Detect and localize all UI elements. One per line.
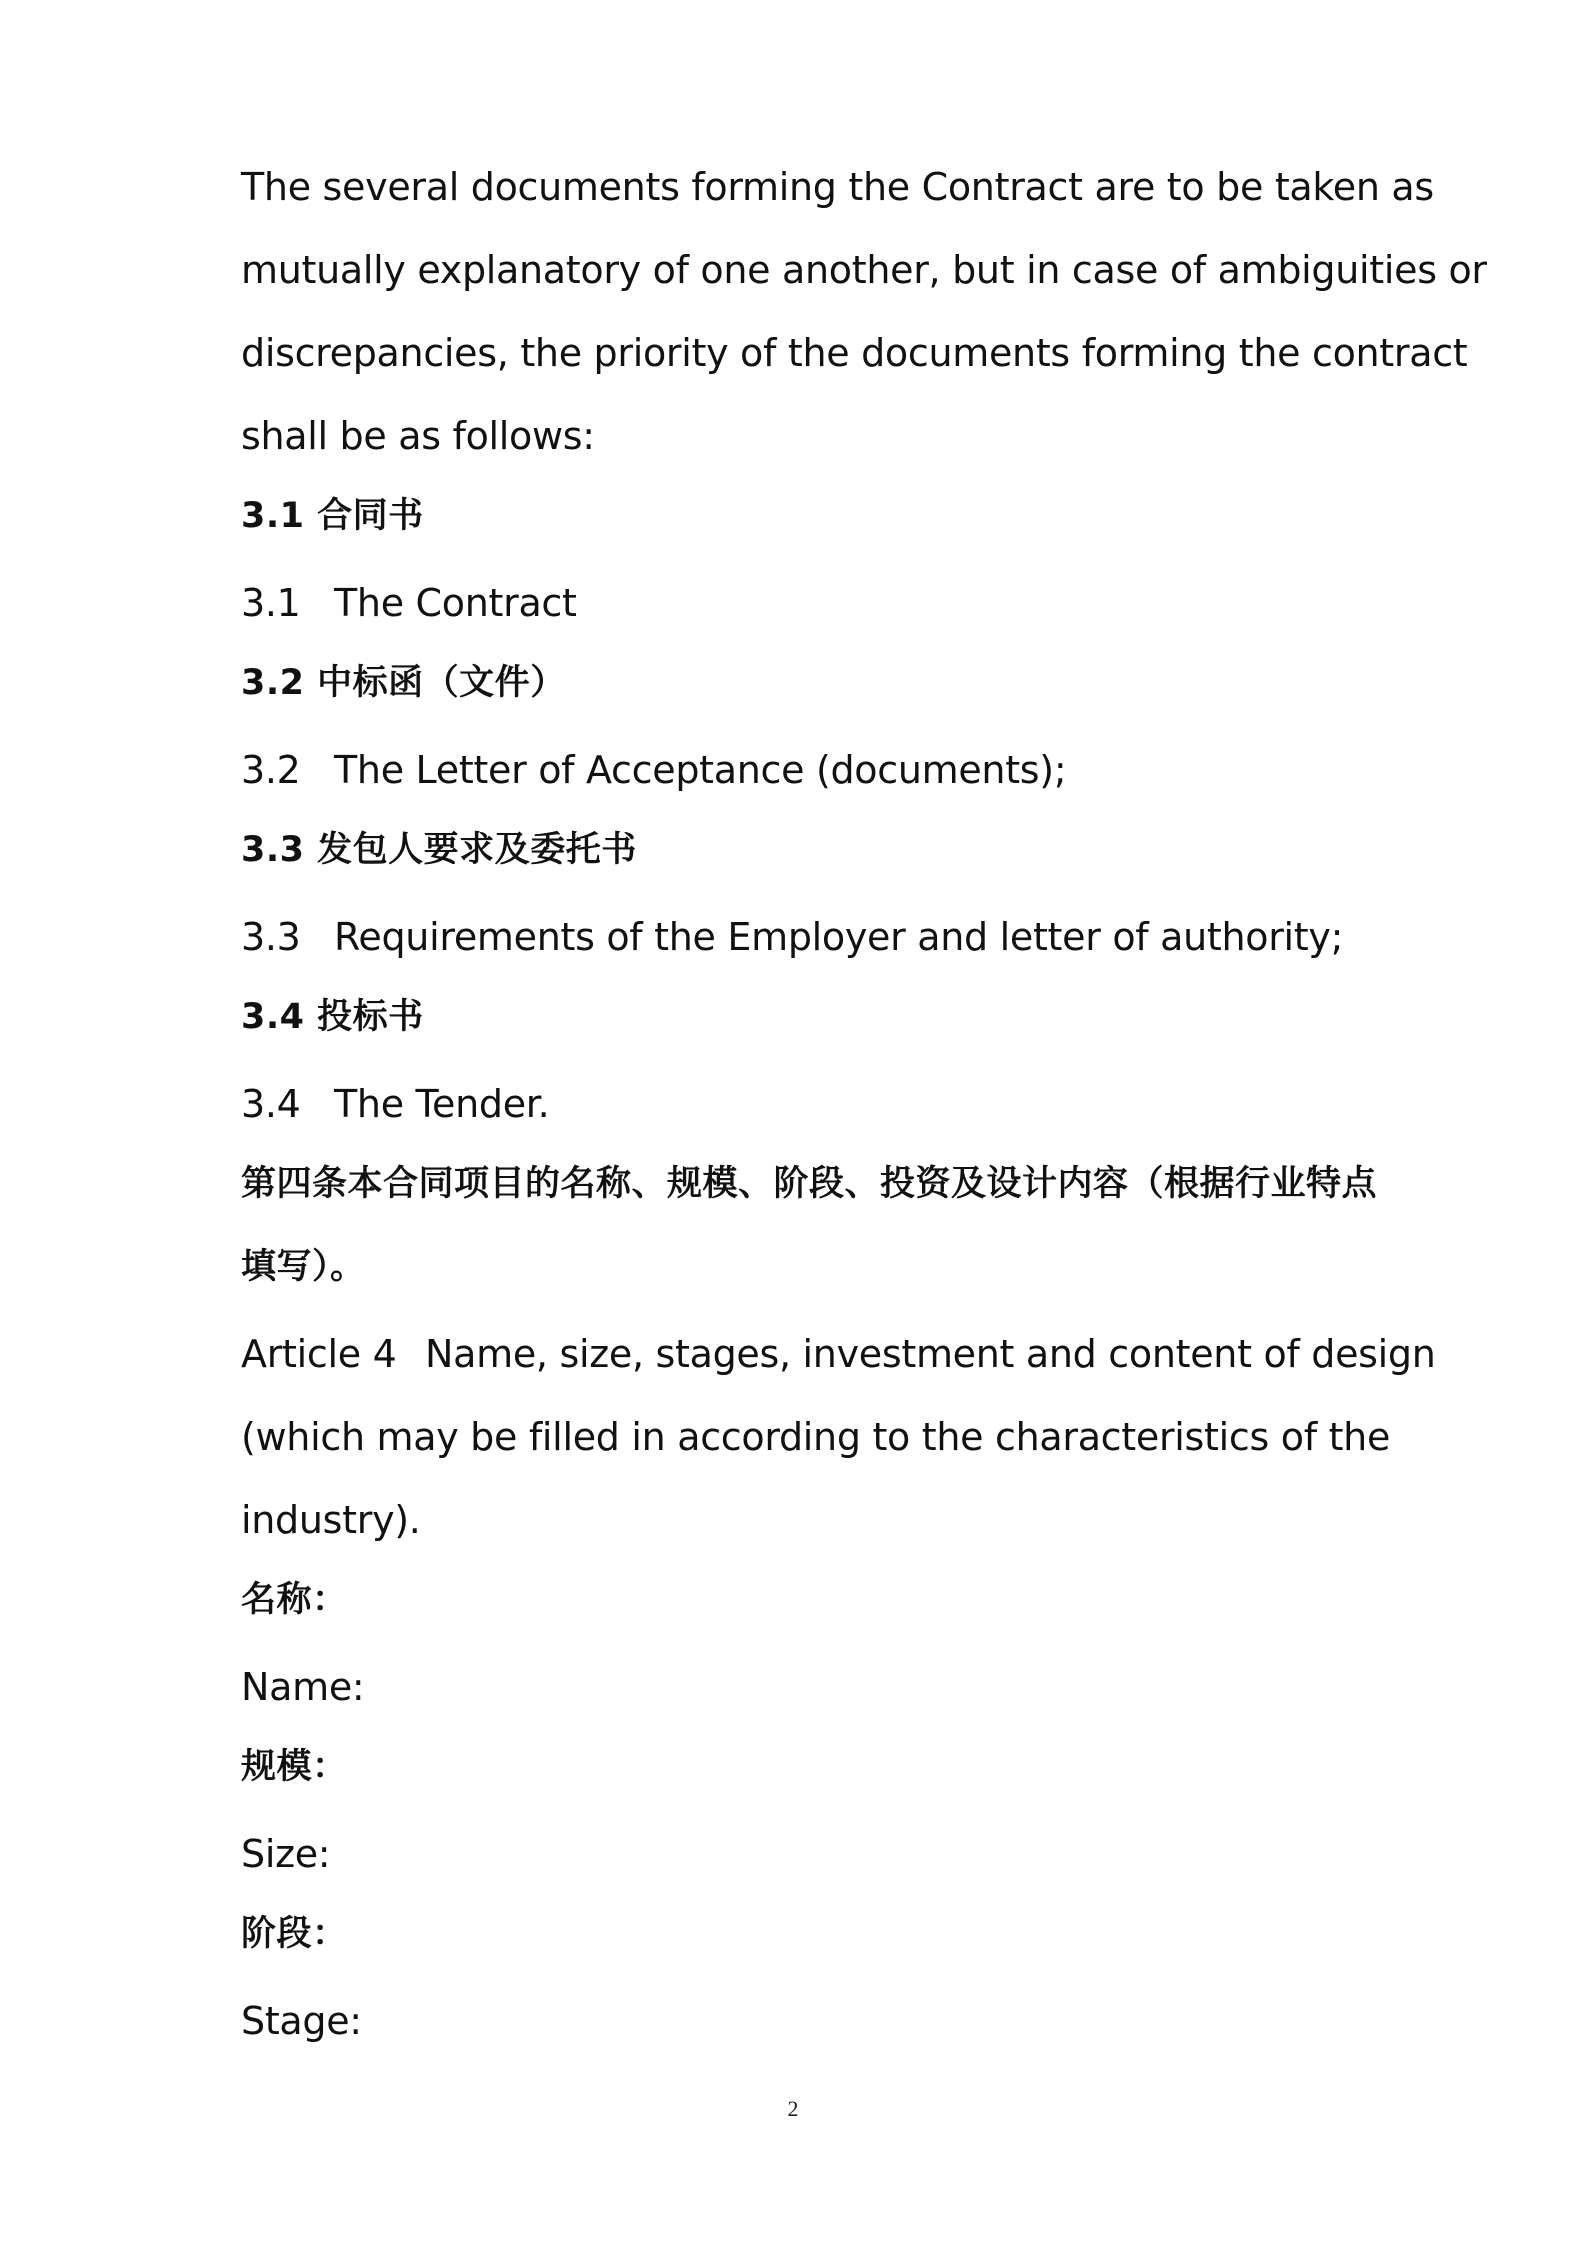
- item-3-1-number: 3.1: [241, 581, 301, 625]
- field-stage-english: Stage:: [241, 1999, 362, 2043]
- item-3-4-english: [241, 1079, 549, 1129]
- item-3-3-english: [241, 912, 1343, 962]
- item-3-2-text: The Letter of Acceptance (documents);: [334, 748, 1067, 792]
- item-3-1-english: [241, 578, 577, 628]
- paragraph-line-4: shall be as follows:: [241, 414, 595, 458]
- field-stage-chinese: 阶段：: [241, 1914, 348, 1954]
- item-3-4-chinese: 3.4 投标书: [241, 997, 424, 1037]
- item-3-4-number: 3.4: [241, 1082, 301, 1126]
- article-4-english-line-1: [241, 1329, 1436, 1379]
- article-4-chinese-line-2: 填写）。: [241, 1247, 366, 1287]
- item-3-1-chinese: 3.1 合同书: [241, 496, 424, 536]
- article-4-english-line-2: (which may be filled in according to the characteristics of the: [241, 1415, 1391, 1459]
- article-4-chinese-line-1: 第四条本合同项目的名称、规模、阶段、投资及设计内容（根据行业特点: [241, 1164, 1378, 1204]
- article-4-heading-text: Name, size, stages, investment and content of design: [425, 1332, 1436, 1376]
- item-3-4-text: The Tender.: [334, 1082, 550, 1126]
- item-3-3-chinese: 3.3 发包人要求及委托书: [241, 830, 637, 870]
- item-3-2-chinese: 3.2 中标函（文件）: [241, 663, 566, 703]
- item-3-2-number: 3.2: [241, 748, 301, 792]
- item-3-2-english: [241, 745, 1066, 795]
- paragraph-line-2: mutually explanatory of one another, but in case of ambiguities or: [241, 248, 1487, 292]
- item-3-3-number: 3.3: [241, 915, 301, 959]
- item-3-3-text: Requirements of the Employer and letter of authority;: [334, 915, 1344, 959]
- paragraph-line-1: The several documents forming the Contract are to be taken as: [241, 165, 1434, 209]
- field-size-chinese: 规模：: [241, 1747, 348, 1787]
- item-3-1-text: The Contract: [334, 581, 577, 625]
- field-size-english: Size:: [241, 1832, 331, 1876]
- paragraph-line-3: discrepancies, the priority of the documents forming the contract: [241, 331, 1468, 375]
- article-4-english-line-3: industry).: [241, 1498, 421, 1542]
- article-4-label: Article 4: [241, 1332, 397, 1376]
- field-name-chinese: 名称：: [241, 1580, 348, 1620]
- page-number: 2: [787, 2096, 799, 2121]
- field-name-english: Name:: [241, 1665, 365, 1709]
